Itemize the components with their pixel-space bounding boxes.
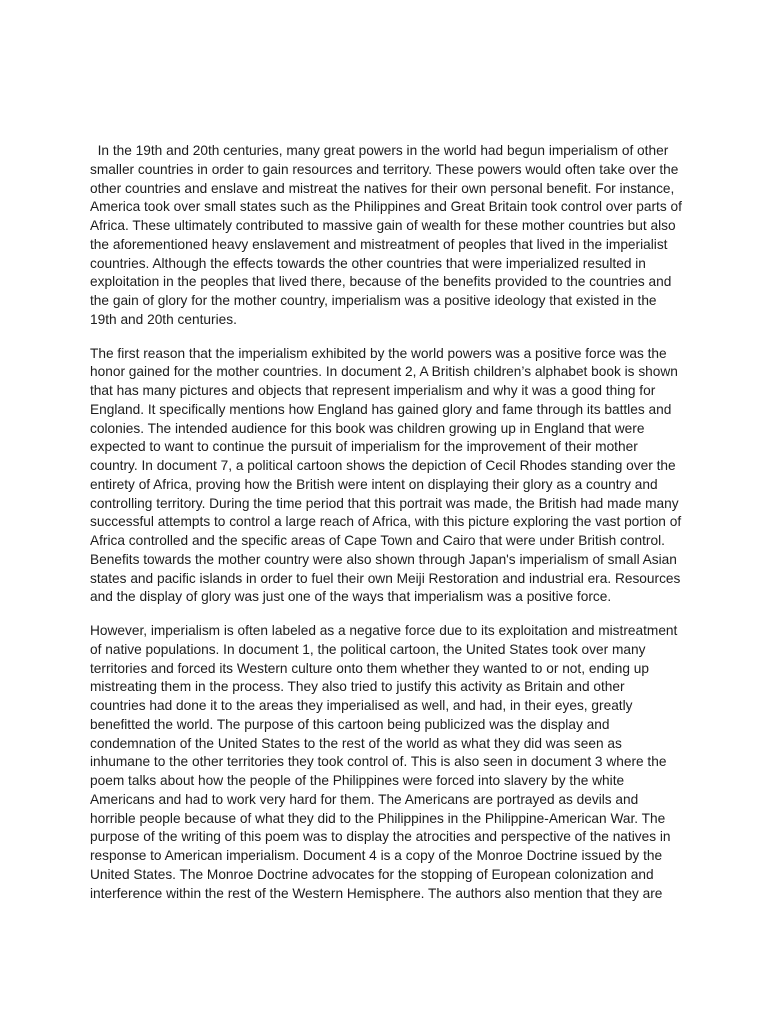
paragraph-counterargument: However, imperialism is often labeled as a negative force due to its exploitation and mistreatment of native populations. In document 1, the political cartoon, the United States took over many territories and forced its Western culture onto them whether they wanted to or not, ending up mistreating them in the process. They also tried to justify this activity as Britain and other countries had done it to the areas they imperialised as well, and had, in their eyes, greatly benefitted the world. The purpose of this cartoon being publicized was the display and condemnation of the United States to the rest of the world as what they did was seen as inhumane to the other territories they took control of. This is also seen in document 3 where the poem talks about how the people of the Philippines were forced into slavery by the white Americans and had to work very hard for them. The Americans are portrayed as devils and horrible people because of what they did to the Philippines in the Philippine-American War. The purpose of the writing of this poem was to display the atrocities and perspective of the natives in response to American imperialism. Document 4 is a copy of the Monroe Doctrine issued by the United States. The Monroe Doctrine advocates for the stopping of European colonization and interference within the rest of the Western Hemisphere. The authors also mention that they are: [90, 623, 678, 901]
essay-body: [90, 142, 682, 918]
paragraph-intro: In the 19th and 20th centuries, many great powers in the world had begun imperialism of other smaller countries in order to gain resources and territory. These powers would often take over the other countries and enslave and mistreat the natives for their own personal benefit. For instance, America took over small states such as the Philippines and Great Britain took control over parts of Africa. These ultimately contributed to massive gain of wealth for these mother countries but also the aforementioned heavy enslavement and mistreatment of peoples that lived in the imperialist countries. Although the effects towards the other countries that were imperialized resulted in exploitation in the peoples that lived there, because of the benefits provided to the countries and the gain of glory for the mother country, imperialism was a positive ideology that existed in the 19th and 20th centuries.: [90, 143, 682, 327]
paragraph-glory: The first reason that the imperialism exhibited by the world powers was a positive force was the honor gained for the mother countries. In document 2, A British children’s alphabet book is shown that has many pictures and objects that represent imperialism and why it was a good thing for England. It specifically mentions how England has gained glory and fame through its battles and colonies. The intended audience for this book was children growing up in England that were expected to want to continue the pursuit of imperialism for the improvement of their mother country. In document 7, a political cartoon shows the depiction of Cecil Rhodes standing over the entirety of Africa, proving how the British were intent on displaying their glory as a country and controlling territory. During the time period that this portrait was made, the British had made many successful attempts to control a large reach of Africa, with this picture exploring the vast portion of Africa controlled and the specific areas of Cape Town and Cairo that were under British control. Benefits towards the mother country were also shown through Japan's imperialism of small Asian states and pacific islands in order to fuel their own Meiji Restoration and industrial era. Resources and the display of glory was just one of the ways that imperialism was a positive force.: [90, 345, 682, 605]
